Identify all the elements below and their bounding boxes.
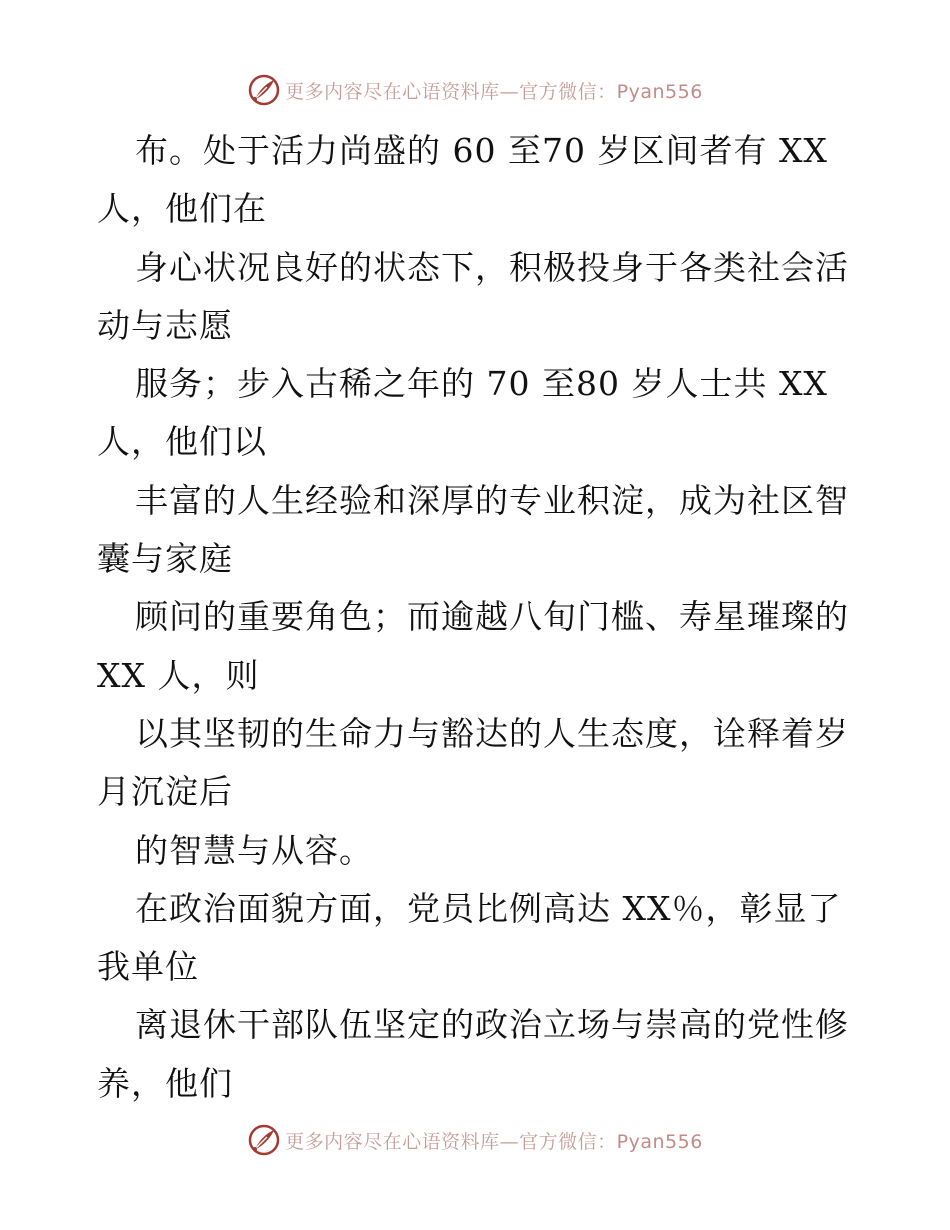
watermark-text: 更多内容尽在心语资料库—官方微信：Pyan556 (285, 80, 703, 103)
body-line: XX 人，则 (97, 655, 260, 695)
feather-pen-logo-icon (247, 1123, 281, 1157)
body-line: 动与志愿 (97, 305, 233, 345)
document-body (97, 122, 857, 1113)
body-line: 服务；步入古稀之年的 70 至80 岁人士共 XX (135, 364, 828, 404)
feather-pen-logo-icon (247, 73, 281, 107)
body-line: 囊与家庭 (97, 539, 233, 579)
watermark-text: 更多内容尽在心语资料库—官方微信：Pyan556 (285, 1130, 703, 1153)
footer-watermark (0, 1120, 950, 1160)
body-line: 顾问的重要角色；而逾越八旬门槛、寿星璀璨的 (135, 597, 849, 637)
body-line: 的智慧与从容。 (135, 830, 373, 870)
watermark-wechat-id: Pyan556 (616, 1130, 703, 1153)
body-line: 在政治面貌方面，党员比例高达 XX％，彰显了 (135, 888, 842, 928)
body-line: 我单位 (97, 947, 199, 987)
header-watermark (0, 70, 950, 110)
body-line: 身心状况良好的状态下，积极投身于各类社会活 (135, 247, 849, 287)
body-line: 人，他们在 (97, 189, 267, 229)
body-line: 丰富的人生经验和深厚的专业积淀，成为社区智 (135, 480, 849, 520)
body-line: 离退休干部队伍坚定的政治立场与崇高的党性修 (135, 1005, 849, 1045)
body-line: 以其坚韧的生命力与豁达的人生态度，诠释着岁 (135, 713, 849, 753)
body-line: 布。处于活力尚盛的 60 至70 岁区间者有 XX (135, 131, 828, 170)
body-line: 养，他们 (97, 1063, 233, 1103)
watermark-wechat-id: Pyan556 (616, 80, 703, 103)
body-line: 月沉淀后 (97, 772, 233, 812)
body-line: 人，他们以 (97, 422, 267, 462)
